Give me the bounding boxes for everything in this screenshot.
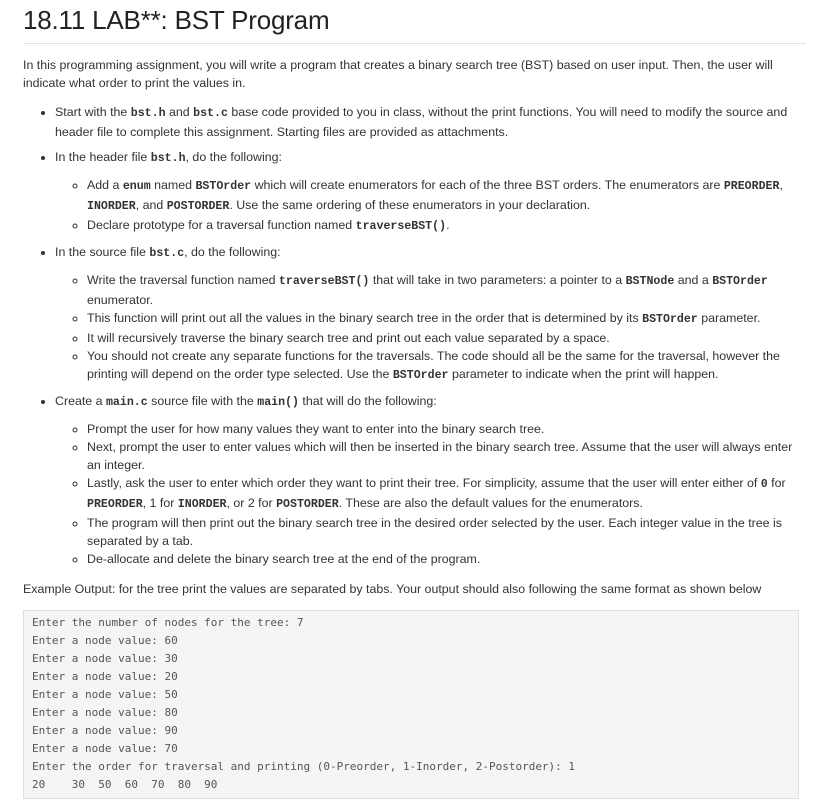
terminal-line: Enter a node value: 80 [32, 706, 178, 719]
text: Declare prototype for a traversal function named [87, 218, 356, 232]
instruction-list [23, 103, 806, 568]
header-sublist [55, 176, 806, 236]
list-item-recursion: ◦ It will recursively traverse the binary search tree and print out each value separated by a space. [87, 329, 806, 347]
text: Write the traversal function named [87, 273, 279, 287]
code-inorder: INORDER [87, 200, 136, 213]
terminal-line: Enter the order for traversal and printing (0-Preorder, 1-Inorder, 2-Postorder): 1 [32, 760, 576, 773]
terminal-line: Enter a node value: 60 [32, 634, 178, 647]
text: parameter to indicate when the print will happen. [448, 367, 719, 381]
code-traversebst: traverseBST() [278, 275, 370, 288]
text: base code provided to you in class, without the print functions. You will need to modify the source and header file to complete this assignment. Starting files are provided as attachments. [55, 105, 788, 139]
list-item-deallocate: ◦ De-allocate and delete the binary search tree at the end of the program. [87, 550, 806, 568]
code-postorder: POSTORDER [276, 498, 339, 511]
text: named [150, 178, 196, 192]
text: . These are also the default values for the enumerators. [338, 496, 643, 510]
code-bst-h: bst.h [150, 152, 186, 165]
intro-paragraph: In this programming assignment, you will write a program that creates a binary search tree (BST) based on user input. Then, the user will indicate what order to print the values in. [23, 58, 773, 90]
terminal-line: Enter a node value: 70 [32, 742, 178, 755]
code-postorder: POSTORDER [166, 200, 230, 213]
text: , or 2 for [226, 496, 277, 510]
text: that will do the following: [298, 394, 437, 408]
text: You should not create any separate functions for the traversals. The code should all be the same for the traversal, however the printing will depend on the order type selected. Use the [87, 349, 780, 381]
text: and [165, 105, 194, 119]
list-item-prompt-order [87, 474, 806, 514]
list-item-enum [87, 176, 806, 216]
code-bstnode: BSTNode [625, 275, 675, 288]
code-zero: 0 [760, 478, 768, 491]
text: In the header file [55, 150, 151, 164]
list-item-header-file [55, 148, 806, 236]
text: . [446, 218, 450, 232]
terminal-line: 20 30 50 60 70 80 90 [32, 778, 218, 791]
text: parameter. [697, 311, 761, 325]
code-bstorder: BSTOrder [642, 313, 698, 326]
list-item-print-tree: ◦ The program will then print out the binary search tree in the desired order selected by the user. Each integer value in the tree is separated by a tab. [87, 514, 806, 550]
list-item-print-order [87, 309, 806, 329]
text: . Use the same ordering of these enumerators in your declaration. [229, 198, 591, 212]
terminal-line: Enter a node value: 90 [32, 724, 178, 737]
code-main-fn: main() [257, 396, 299, 409]
main-sublist [55, 420, 806, 568]
code-bstorder: BSTOrder [392, 369, 449, 382]
terminal-line: Enter a node value: 20 [32, 670, 178, 683]
code-inorder: INORDER [177, 498, 227, 511]
text: , do the following: [184, 245, 281, 259]
list-item-prompt-count: ◦ Prompt the user for how many values they want to enter into the binary search tree. [87, 420, 806, 438]
code-bst-c: bst.c [149, 247, 185, 260]
list-item-prompt-values: ◦ Next, prompt the user to enter values which will then be inserted in the binary search tree. Assume that the user will always enter an integer. [87, 438, 806, 474]
source-sublist [55, 271, 806, 385]
code-enum: enum [122, 180, 151, 193]
title-divider [23, 43, 806, 44]
text: Lastly, ask the user to enter which order they want to print their tree. For simplicity, assume that the user will enter either of [87, 476, 761, 490]
code-bstorder: BSTOrder [712, 275, 768, 288]
text: Add a [87, 178, 123, 192]
text: , do the following: [185, 150, 282, 164]
text: In the source file [55, 245, 150, 259]
list-item-base-code [55, 103, 806, 141]
code-preorder: PREORDER [723, 180, 780, 193]
text: This function will print out all the values in the binary search tree in the order that is determined by its [87, 311, 643, 325]
text: , 1 for [142, 496, 178, 510]
list-item-source-file [55, 243, 806, 385]
text: which will create enumerators for each of the three BST orders. The enumerators are [251, 178, 724, 192]
code-bst-c: bst.c [193, 107, 228, 120]
list-item-prototype [87, 216, 806, 236]
list-item-no-separate-functions [87, 347, 806, 385]
example-output-caption: Example Output: for the tree print the values are separated by tabs. Your output should also following the same format as shown below [23, 582, 762, 596]
text: for [767, 476, 786, 490]
terminal-line: Enter a node value: 30 [32, 652, 178, 665]
code-bstorder: BSTOrder [195, 180, 252, 193]
text: Start with the [55, 105, 131, 119]
list-item-main-file [55, 392, 806, 568]
text: Create a [55, 394, 106, 408]
code-traversebst: traverseBST() [355, 220, 447, 233]
text: , [779, 178, 783, 192]
text: enumerator. [87, 293, 154, 307]
code-preorder: PREORDER [87, 498, 143, 511]
list-item-traversal-function [87, 271, 806, 309]
terminal-line: Enter a node value: 50 [32, 688, 178, 701]
terminal-line: Enter the number of nodes for the tree: 7 [32, 616, 304, 629]
text: , and [135, 198, 167, 212]
text: source file with the [147, 394, 258, 408]
text: that will take in two parameters: a pointer to a [369, 273, 626, 287]
code-bst-h: bst.h [130, 107, 166, 120]
page-title: 18.11 LAB**: BST Program [23, 5, 330, 35]
text: and a [674, 273, 713, 287]
code-main-c: main.c [105, 396, 148, 409]
